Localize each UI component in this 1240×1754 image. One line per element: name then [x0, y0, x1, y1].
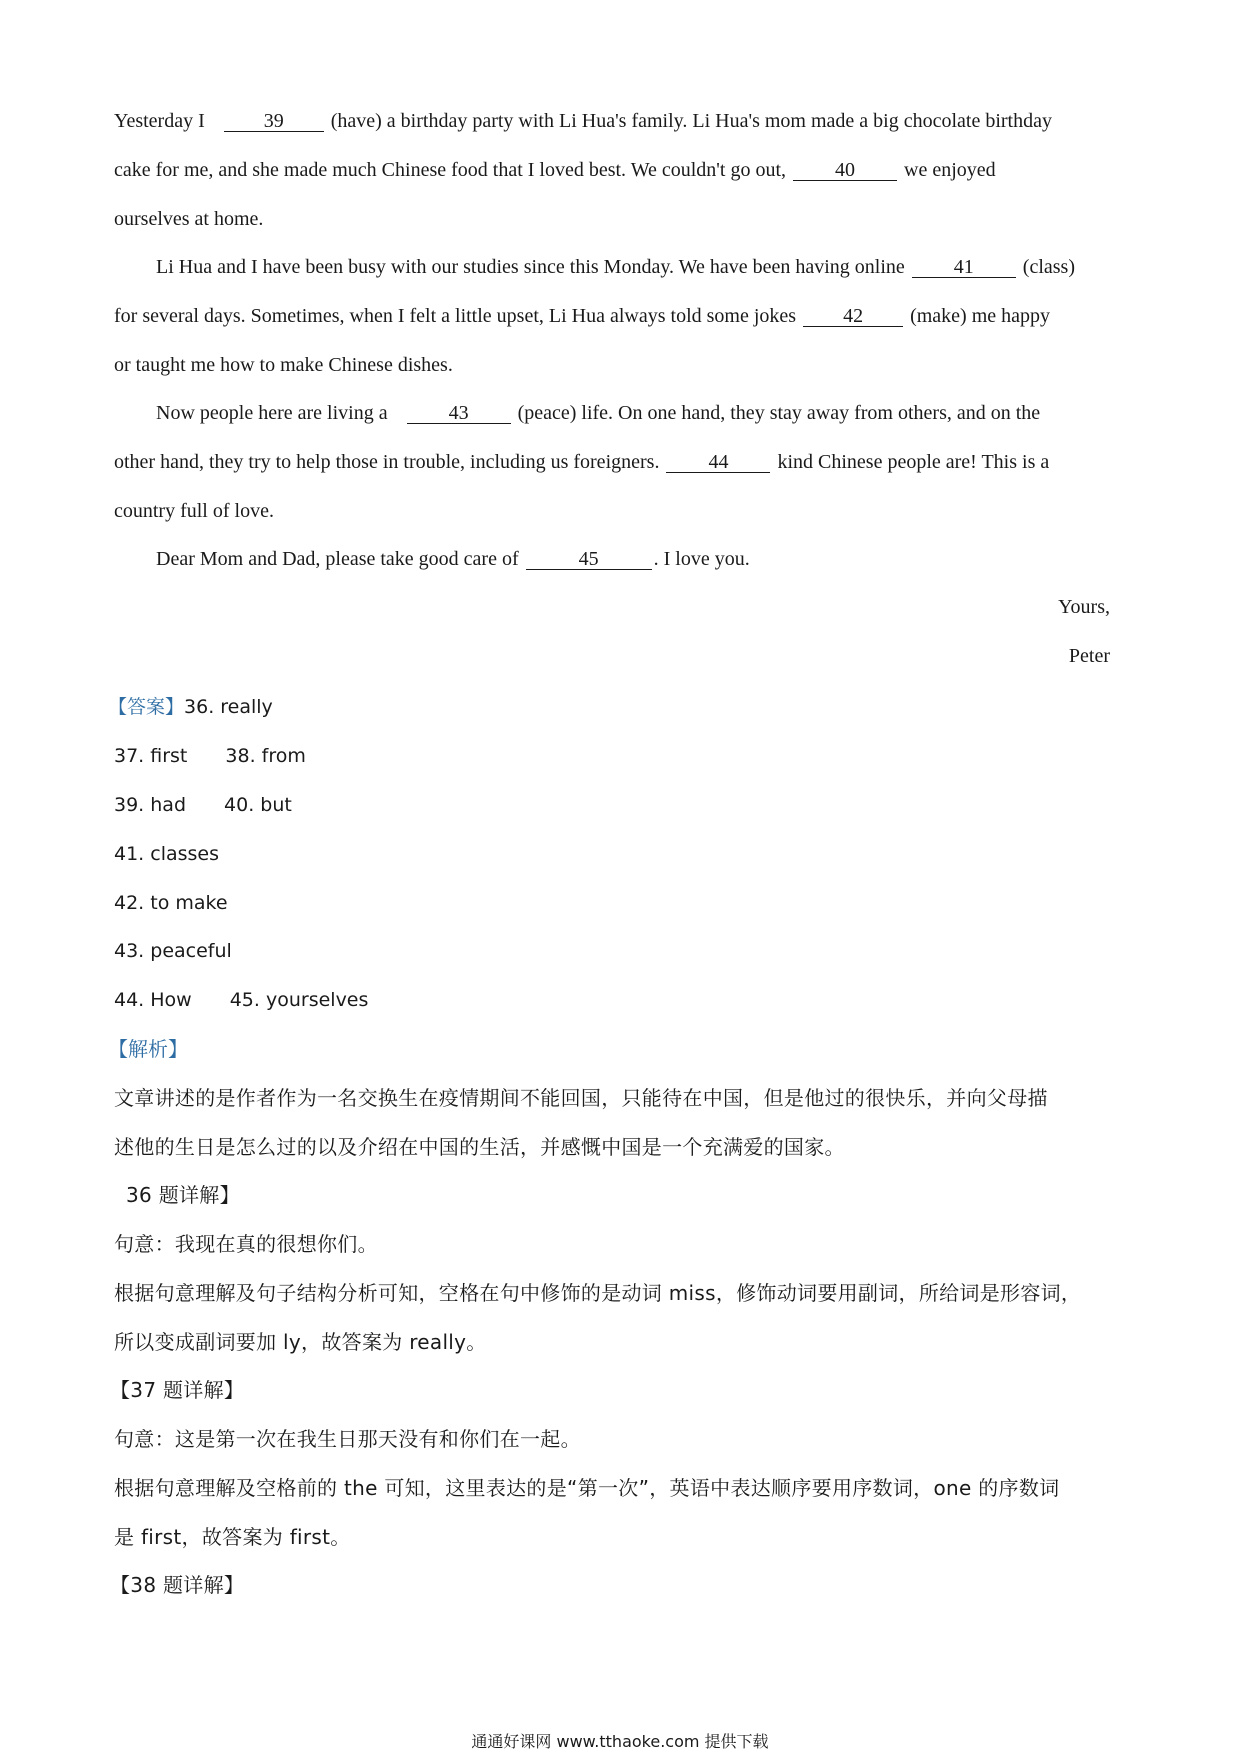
letter-signature: Peter — [1068, 645, 1110, 667]
letter-text: (make) me happy — [910, 305, 1051, 327]
letter-line — [114, 498, 274, 524]
letter-line — [114, 108, 1052, 134]
blank-44: 44 — [666, 452, 770, 473]
answer-45: 45. yourselves — [229, 989, 369, 1011]
q36-meaning: 句意：我现在真的很想你们。 — [114, 1232, 378, 1256]
analysis-label: 【解析】 — [108, 1037, 188, 1061]
letter-text: other hand, they try to help those in trouble, including us foreigners. — [114, 451, 660, 473]
letter-text: (peace) life. On one hand, they stay away from others, and on the — [517, 402, 1041, 424]
answer-line — [114, 890, 228, 916]
q37-meaning: 句意：这是第一次在我生日那天没有和你们在一起。 — [114, 1427, 581, 1451]
blank-39: 39 — [224, 111, 324, 132]
q38-heading: 【38 题详解】 — [110, 1573, 245, 1597]
answer-line — [114, 987, 368, 1013]
letter-line — [114, 449, 1049, 475]
letter-text: Dear Mom and Dad, please take good care of — [156, 548, 519, 570]
answer-line — [114, 938, 232, 964]
blank-41: 41 — [912, 257, 1016, 278]
answer-42: 42. to make — [114, 892, 228, 914]
q36-explanation: 所以变成副词要加 ly，故答案为 really。 — [114, 1330, 487, 1354]
letter-text: (class) — [1022, 256, 1075, 278]
letter-line — [156, 400, 1040, 426]
letter-text: or taught me how to make Chinese dishes. — [114, 354, 453, 376]
letter-text: kind Chinese people are! This is a — [777, 451, 1050, 473]
answer-41: 41. classes — [114, 843, 220, 865]
letter-line — [114, 206, 263, 232]
blank-45: 45 — [526, 549, 652, 570]
answer-line — [114, 743, 306, 769]
analysis-summary: 文章讲述的是作者作为一名交换生在疫情期间不能回国，只能待在中国，但是他过的很快乐，并向父母描 — [114, 1086, 1048, 1110]
q36-explanation: 根据句意理解及句子结构分析可知，空格在句中修饰的是动词 miss，修饰动词要用副词，所给词是形容词， — [114, 1281, 1082, 1305]
answer-37: 37. first — [114, 745, 188, 767]
answer-38: 38. from — [225, 745, 306, 767]
letter-text: (have) a birthday party with Li Hua's family. Li Hua's mom made a big chocolate birthday — [330, 110, 1052, 132]
answer-line — [114, 792, 292, 818]
letter-text: Li Hua and I have been busy with our studies since this Monday. We have been having online — [156, 256, 905, 278]
letter-line — [114, 352, 453, 378]
answer-44: 44. How — [114, 989, 192, 1011]
answer-43: 43. peaceful — [114, 940, 232, 962]
q37-explanation: 是 first，故答案为 first。 — [114, 1525, 351, 1549]
blank-42: 42 — [803, 306, 903, 327]
blank-40: 40 — [793, 160, 897, 181]
analysis-label-line — [108, 1036, 188, 1062]
q37-heading: 【37 题详解】 — [110, 1378, 245, 1402]
q36-heading: 36 题详解】 — [126, 1183, 240, 1207]
letter-text: for several days. Sometimes, when I felt a little upset, Li Hua always told some jokes — [114, 305, 797, 327]
answer-36: 36. really — [184, 696, 273, 718]
answer-line — [114, 841, 219, 867]
letter-text: Now people here are living a — [156, 402, 388, 424]
q37-explanation: 根据句意理解及空格前的 the 可知，这里表达的是“第一次”，英语中表达顺序要用序数词，one 的序数词 — [114, 1476, 1060, 1500]
letter-line — [156, 546, 750, 572]
letter-line — [114, 157, 996, 183]
letter-text: country full of love. — [114, 500, 274, 522]
answer-label: 【答案】 — [108, 696, 185, 718]
letter-text: we enjoyed — [904, 159, 996, 181]
analysis-summary: 述他的生日是怎么过的以及介绍在中国的生活，并感慨中国是一个充满爱的国家。 — [114, 1135, 845, 1159]
page-footer: 通通好课网 www.tthaoke.com 提供下载 — [471, 1732, 769, 1751]
letter-text: cake for me, and she made much Chinese food that I loved best. We couldn't go out, — [114, 159, 787, 181]
letter-line — [114, 303, 1050, 329]
letter-text: . I love you. — [653, 548, 750, 570]
answer-39: 39. had — [114, 794, 187, 816]
answer-line — [108, 694, 273, 720]
blank-43: 43 — [407, 403, 511, 424]
letter-text: Yesterday I — [114, 110, 205, 132]
letter-closing: Yours, — [1058, 596, 1110, 618]
answer-40: 40. but — [224, 794, 292, 816]
letter-line — [156, 254, 1075, 280]
letter-text: ourselves at home. — [114, 208, 264, 230]
